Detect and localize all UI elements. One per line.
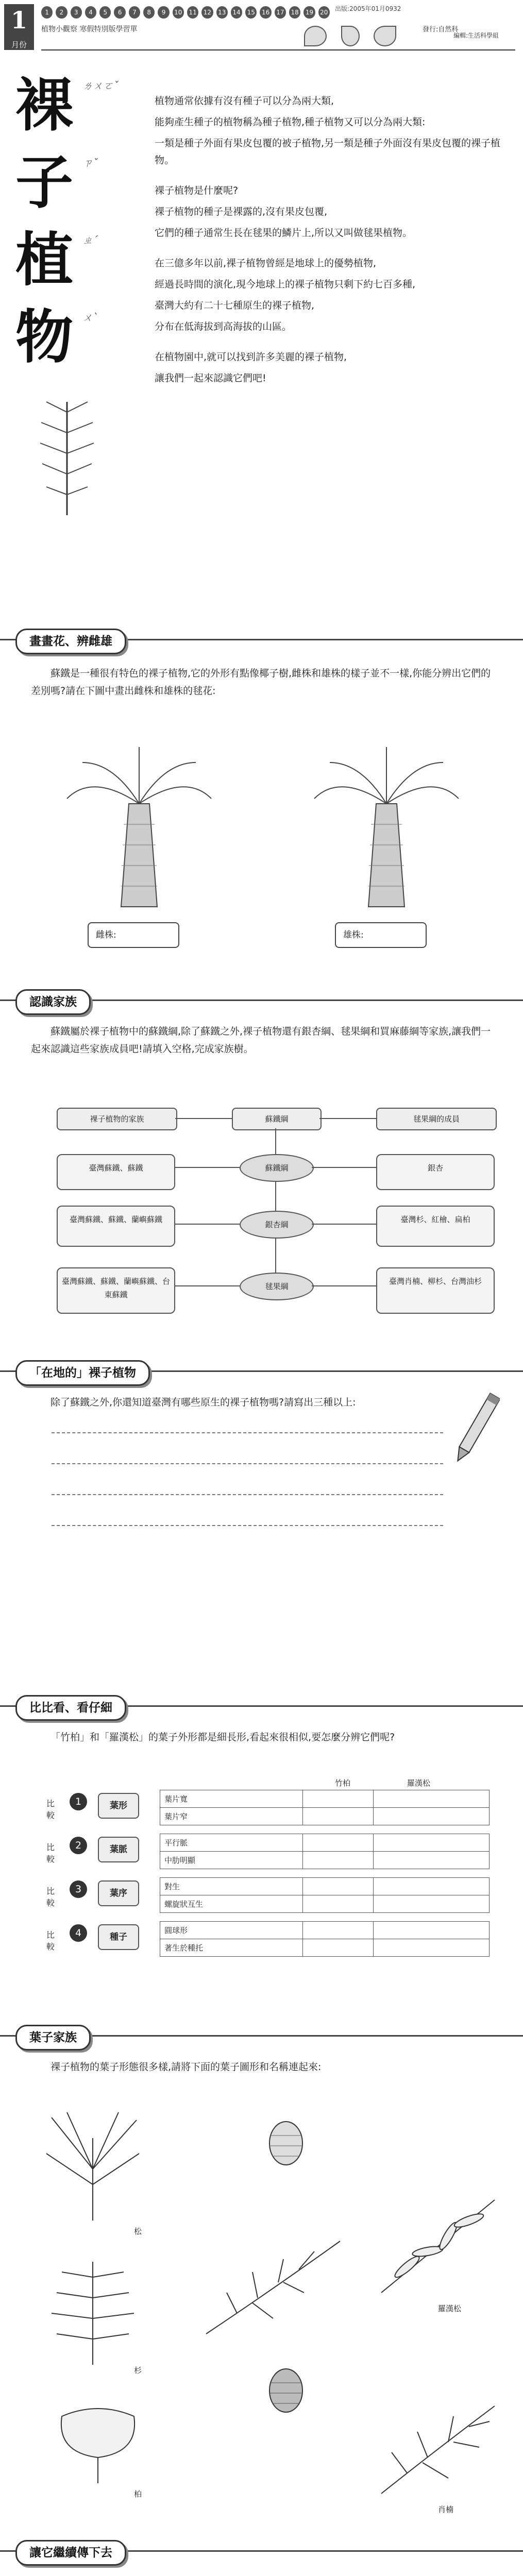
cone-icon [263, 2365, 309, 2416]
calendar-day: 15 [245, 6, 257, 19]
leaf-label: 肖楠 [438, 2505, 454, 2514]
calendar-day: 10 [173, 6, 184, 19]
header-divider [41, 49, 515, 50]
decor-leaf-icon [341, 26, 360, 46]
publisher: 發行:自然科 [423, 26, 459, 33]
tree-connector [175, 1167, 240, 1168]
compare-area [46, 1777, 495, 1973]
title-ruby: ㄨˋ [82, 311, 98, 324]
tree-connector [312, 1285, 376, 1286]
palm-tree-icon [309, 742, 464, 917]
intro-paragraph: 經過長時間的演化,現今地球上的裸子植物只剩下約七百多種, [155, 279, 416, 290]
tree-root-left: 裸子植物的家族 [57, 1108, 177, 1130]
calendar-day: 4 [85, 6, 96, 19]
compare-cell: 中肋明顯 [160, 1852, 303, 1869]
writing-line[interactable] [52, 1432, 443, 1433]
calendar-day: 8 [143, 6, 155, 19]
answer-cell[interactable] [303, 1895, 374, 1913]
answer-cell[interactable] [303, 1808, 374, 1825]
intro-paragraph: 分布在低海拔到高海拔的山區。 [155, 321, 292, 332]
intro-paragraph: 臺灣大約有二十七種原生的裸子植物, [155, 300, 315, 311]
intro-paragraph: 植物通常依據有沒有種子可以分為兩大類, [155, 95, 334, 107]
calendar-day: 7 [129, 6, 140, 19]
title-char: 植 [15, 226, 73, 294]
header-subtitle: 植物小觀察 寒假特別版學習單 [41, 25, 138, 33]
fir-branch-icon [36, 2257, 149, 2370]
leaf-label: 柏 [134, 2489, 142, 2499]
pine-needle-icon [36, 2107, 149, 2226]
section-title: 葉子家族 [15, 2025, 91, 2050]
answer-cell[interactable] [374, 1939, 490, 1957]
compare-cell: 平行脈 [160, 1834, 303, 1852]
compare-cell: 螺旋狀互生 [160, 1895, 303, 1913]
calendar-day: 16 [260, 6, 271, 19]
compare-label: 比較 [46, 1886, 55, 1908]
pencil-icon [453, 1386, 500, 1468]
section-banner [0, 1695, 523, 1719]
plant-sketch-icon [36, 392, 98, 515]
intro-paragraph: 能夠產生種子的植物稱為種子植物,種子植物又可以分為兩大類: [155, 116, 426, 128]
answer-cell[interactable] [374, 1895, 490, 1913]
calendar-day: 6 [114, 6, 125, 19]
answer-cell[interactable] [303, 1834, 374, 1852]
section-banner [0, 989, 523, 1013]
editor: 編輯:生活科學組 [453, 32, 499, 39]
calendar-day: 17 [275, 6, 286, 19]
compare-number: 1 [70, 1793, 87, 1810]
title-char: 物 [15, 303, 73, 371]
answer-cell[interactable] [374, 1878, 490, 1895]
section-title: 認識家族 [15, 989, 91, 1015]
family-box[interactable]: 臺灣肖楠、柳杉、台灣油杉 [376, 1267, 495, 1314]
answer-cell[interactable] [374, 1922, 490, 1939]
section-title: 讓它繼續傳下去 [15, 2540, 126, 2566]
calendar-day: 19 [303, 6, 315, 19]
section-banner [0, 629, 523, 652]
section-text [31, 2573, 495, 2576]
section-title: 畫畫花、辨雌雄 [15, 629, 126, 654]
ginkgo-leaf-icon [46, 2396, 149, 2488]
section-title: 比比看、看仔細 [15, 1695, 126, 1721]
tree-connector [312, 1224, 376, 1225]
compare-cell: 葉片寬 [160, 1790, 303, 1808]
intro-paragraph: 讓我們一起來認識它們吧! [155, 372, 266, 384]
writing-line[interactable] [52, 1494, 443, 1495]
compare-col-head: 羅漢松 [407, 1778, 431, 1788]
compare-label: 比較 [46, 1930, 55, 1952]
section-banner [0, 2025, 523, 2048]
calendar-day: 20 [318, 6, 330, 19]
answer-cell[interactable] [303, 1878, 374, 1895]
class-node: 毬果綱 [240, 1273, 314, 1300]
section-text: 裸子植物的葉子形態很多樣,請將下面的葉子圖形和名稱連起來: [50, 2061, 322, 2073]
family-box[interactable]: 臺灣杉、紅檜、扁柏 [376, 1206, 495, 1247]
writing-line[interactable] [52, 1463, 443, 1464]
calendar-day: 1 [41, 6, 53, 19]
compare-col-head: 竹柏 [335, 1778, 351, 1788]
section-banner [0, 2540, 523, 2564]
intro-paragraph: 裸子植物是什麼呢? [155, 185, 239, 196]
title-ruby: ㄗˇ [82, 157, 98, 169]
section-banner [0, 1360, 523, 1384]
intro-paragraph: 它們的種子通常生長在毬果的鱗片上,所以又叫做毬果植物。 [155, 227, 413, 239]
calendar-day: 2 [56, 6, 67, 19]
intro-paragraph: 在植物園中,就可以找到許多美麗的裸子植物, [155, 351, 347, 363]
class-node: 蘇鐵綱 [240, 1154, 314, 1182]
intro-paragraph: 一類是種子外面有果皮包覆的被子植物,另一類是種子外面沒有果皮包覆的裸子植物。 [155, 138, 501, 166]
compare-label: 比較 [46, 1842, 55, 1864]
leaf-label: 松 [134, 2227, 142, 2236]
title-ruby: ㄌㄨㄛˇ [82, 79, 119, 92]
compare-cell: 葉片窄 [160, 1808, 303, 1825]
intro-paragraph: 裸子植物的種子是裸露的,沒有果皮包覆, [155, 206, 328, 217]
tree-root-right: 毬果綱的成員 [376, 1108, 497, 1130]
section-text: 蘇鐵屬於裸子植物中的蘇鐵綱,除了蘇鐵之外,裸子植物還有銀杏綱、毬果綱和買麻藤綱等家族,讓我們一起來認識這些家族成員吧!請填入空格,完成家族樹。 [31, 1026, 491, 1055]
female-label-box[interactable]: 雌株: [88, 922, 179, 948]
leaf-label: 羅漢松 [438, 2304, 462, 2313]
section-text: 「竹柏」和「羅漢松」的葉子外形都是細長形,看起來很相似,要怎麼分辨它們呢? [50, 1732, 395, 1743]
tree-connector [175, 1224, 240, 1225]
answer-cell[interactable] [374, 1834, 490, 1852]
calendar-day: 5 [99, 6, 111, 19]
page-header [0, 0, 523, 57]
calendar-day: 12 [201, 6, 213, 19]
calendar-day: 14 [231, 6, 242, 19]
compare-cell: 圓球形 [160, 1922, 303, 1939]
page-title [15, 67, 119, 376]
palm-tree-icon [62, 742, 216, 917]
calendar-day: 13 [216, 6, 228, 19]
tree-connector [175, 1118, 232, 1119]
title-char: 子 [15, 149, 73, 216]
compare-topic: 葉形 [98, 1793, 139, 1819]
calendar-day: 9 [158, 6, 169, 19]
section-text: 除了蘇鐵之外,你還知道臺灣有哪些原生的裸子植物嗎?請寫出三種以上: [50, 1397, 356, 1408]
intro-text [155, 93, 505, 391]
calendar-strip [41, 6, 330, 20]
podocarpus-branch-icon [371, 2190, 505, 2303]
answer-cell[interactable] [374, 1852, 490, 1869]
tree-root-mid: 蘇鐵綱 [232, 1108, 322, 1130]
compare-number: 4 [70, 1924, 87, 1942]
answer-cell[interactable] [303, 1922, 374, 1939]
compare-topic: 葉脈 [98, 1837, 139, 1862]
calendar-day: 3 [71, 6, 82, 19]
intro-paragraph: 在三億多年以前,裸子植物曾經是地球上的優勢植物, [155, 258, 377, 269]
compare-topic: 種子 [98, 1924, 139, 1950]
issue-number: 出版:2005年01月0932 [335, 5, 401, 12]
decor-leaf-icon [374, 26, 396, 46]
family-box[interactable]: 臺灣蘇鐵、蘇鐵 [57, 1154, 175, 1190]
cone-icon [263, 2117, 309, 2169]
compare-cell: 對生 [160, 1878, 303, 1895]
answer-cell[interactable] [374, 1808, 490, 1825]
class-node: 銀杏綱 [240, 1211, 314, 1239]
compare-topic: 葉序 [98, 1880, 139, 1906]
title-char: 裸 [15, 72, 73, 139]
tree-connector [175, 1285, 240, 1286]
family-box[interactable]: 臺灣蘇鐵、蘇鐵、蘭嶼蘇鐵、台東蘇鐵 [57, 1267, 175, 1314]
family-box[interactable]: 銀杏 [376, 1154, 495, 1190]
family-box[interactable]: 臺灣蘇鐵、蘇鐵、蘭嶼蘇鐵 [57, 1206, 175, 1247]
compare-number: 3 [70, 1880, 87, 1898]
leaf-label: 杉 [134, 2366, 142, 2375]
tree-connector [312, 1167, 376, 1168]
title-ruby: ㄓˊ [82, 234, 98, 246]
cypress-branch-icon [196, 2231, 350, 2344]
month-number: 1 [4, 4, 34, 42]
section-title: 「在地的」裸子植物 [15, 1360, 150, 1386]
answer-cell[interactable] [303, 1939, 374, 1957]
answer-cell[interactable] [303, 1852, 374, 1869]
calendar-day: 18 [289, 6, 300, 19]
answer-cell[interactable] [303, 1790, 374, 1808]
compare-cell: 著生於種托 [160, 1939, 303, 1957]
calendar-day: 11 [187, 6, 198, 19]
tree-connector [319, 1118, 376, 1119]
compare-label: 比較 [46, 1799, 55, 1820]
month-suffix: 月份 [4, 39, 34, 50]
section-text: 蘇鐵是一種很有特色的裸子植物,它的外形有點像椰子樹,雌株和雄株的樣子並不一樣,你能分辨出它們的差別嗎?請在下圖中畫出雌株和雄株的毬花: [31, 668, 491, 697]
male-label-box[interactable]: 雄株: [335, 922, 427, 948]
decor-leaf-icon [304, 26, 327, 46]
compare-number: 2 [70, 1837, 87, 1854]
answer-cell[interactable] [374, 1790, 490, 1808]
calocedrus-branch-icon [371, 2391, 505, 2504]
writing-line[interactable] [52, 1525, 443, 1526]
